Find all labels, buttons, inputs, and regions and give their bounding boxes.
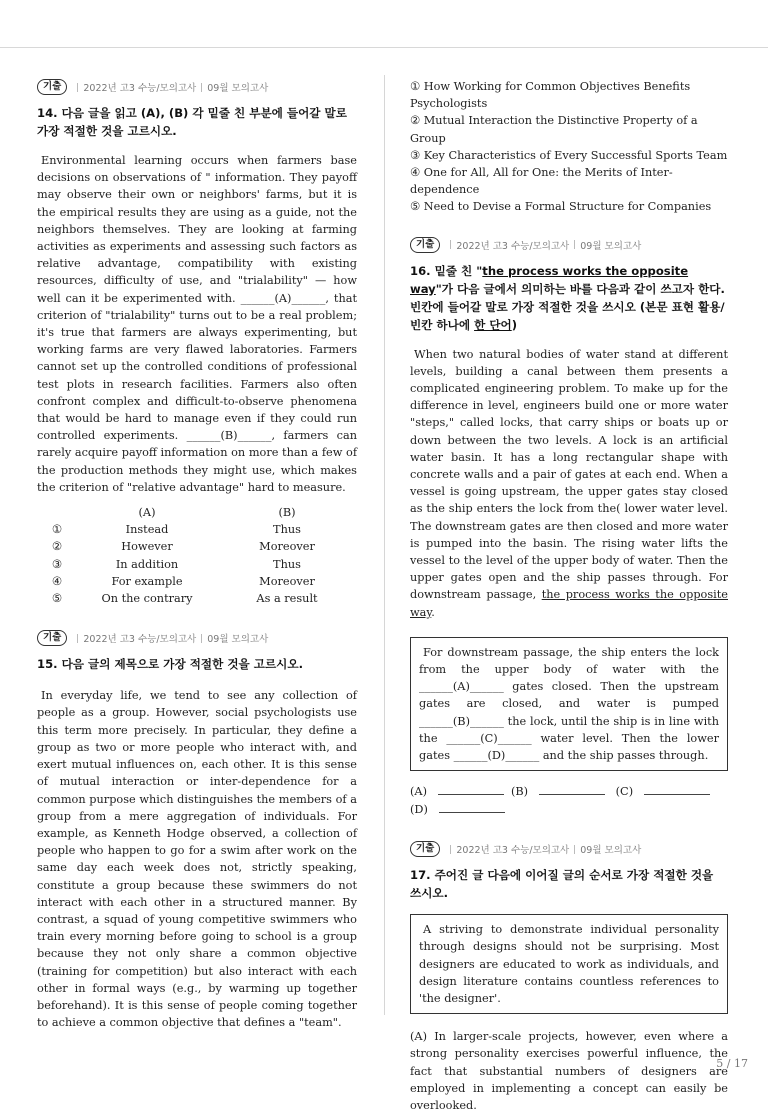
q16-underlined-phrase: the process works the opposite way [410,588,728,619]
exam-year: 2022년 고3 수능/모의고사 [83,634,197,646]
exam-month: 09월 모의고사 [207,83,269,94]
q14-option[interactable]: ⑤ On the contrary As a result [51,592,318,606]
answer-blank-b[interactable] [539,784,605,795]
q15-choice[interactable]: ④ One for All, All for One: the Merits of Inter-dependence [410,166,673,197]
top-rule [0,47,768,48]
exam-badge: 기출 [37,79,67,95]
q16-title-underline-word: 한 단어 [474,317,512,332]
q15-choice[interactable]: ① How Working for Common Objectives Benefits Psychologists [410,80,691,111]
q15-choice[interactable]: ③ Key Characteristics of Every Successful Sports Team [410,148,728,162]
left-column [37,78,357,1031]
q17-passage-a: (A) In larger-scale projects, however, even where a strong personality exercises powerful influence, the fact that substantial numbers of designers are employed in implementing a concept can easily be overlooked. [410,1030,728,1112]
q17-tag [410,840,728,858]
q15-choice[interactable]: ② Mutual Interaction the Distinctive Property of a Group [410,114,698,145]
exam-badge: 기출 [410,237,440,253]
q15-passage: In everyday life, we tend to see any collection of people as a group. However, social psychologists use this term more precisely. In particular, they define a group as two or more people who interact with, and exert mutual influences on, each other. It is this sense of mutual interaction or inter-dependence for a common purpose which distinguishes the members of a group from a mere aggregation of individuals. For example, as Kenneth Hodge observed, a collection of people who happen to go for a swim after work on the same day each week does not, strictly speaking, constitute a group because these swimmers do not interact with each other in a structured manner. By contrast, a squad of young competitive swimmers who train every morning before going to school is a group because they not only share a common objective (training for competition) but also interact with each other in formal ways (e.g., by warming up together beforehand). It is this sense of people coming together to achieve a common objective that defines a "team". [37,689,357,1030]
exam-year: 2022년 고3 수능/모의고사 [83,83,197,94]
q14-tag [37,78,357,96]
page-number: 5 / 17 [716,1057,748,1070]
q15-choices [410,78,728,216]
q17-title: 17. 주어진 글 다음에 이어질 글의 순서로 가장 적절한 것을 쓰시오. [410,868,714,901]
exam-badge: 기출 [37,630,67,646]
exam-year: 2022년 고3 수능/모의고사 [456,845,570,857]
q14-head-a: (A) [138,506,156,520]
q14-option[interactable]: ④ For example Moreover [51,574,315,588]
q16-summary-box: For downstream passage, the ship enters the lock from the upper body of water with the ______(A)______ gates closed. Then the upstream gates are closed, and water is pumped ______(B)______ the lock, until the ship is in line with the ______(C)______ water level. Then the lower gates ______(D)______ and the ship passes through. [410,637,728,771]
exam-month: 09월 모의고사 [580,845,642,857]
answer-blank-a[interactable] [438,784,504,795]
q14-option[interactable]: ② However Moreover [51,540,315,554]
q16-title-underline: the process works the opposite way [410,263,689,296]
exam-badge: 기출 [410,841,440,857]
q14-title: 14. 다음 글을 읽고 (A), (B) 각 밑줄 친 부분에 들어갈 말로 가장 적절한 것을 고르시오. [37,106,347,138]
q16-title: 16. 밑줄 친 "the process works the opposite way"가 다음 글에서 의미하는 바를 다음과 같이 쓰고자 한다. 빈칸에 들어갈 말로 가장 적절한 것을 쓰시오 (본문 표현 활용/ 빈칸 하나에 한 단어) [410,263,725,332]
q14-options [37,504,357,607]
q15-tag [37,629,357,647]
q16-answer-blanks: (A) (B) (C) (D) [410,783,728,818]
exam-month: 09월 모의고사 [580,240,642,252]
answer-blank-d[interactable] [439,802,505,813]
q16-passage: When two natural bodies of water stand at different levels, building a canal between them presents a complicated engineering problem. To make up for the difference in level, engineers build one or more water "steps," called locks, that carry ships or boats up or down between the two levels. A lock is an artificial water basin. It has a long rectangular shape with concrete walls and a pair of gates at each end. When a vessel is going upstream, the upper gates stay closed as the ship enters the lock from the( lower water level. The downstream gates are then closed and more water is pumped into the basin. The rising water lifts the vessel to the level of the upper body of water. Then the upper gates open and the ship passes through. For downstream passage, the process works the opposite way. [410,347,728,619]
q14-option[interactable]: ③ In addition Thus [51,557,301,571]
q14-passage: Environmental learning occurs when farmers base decisions on observations of " information. They payoff may observe their own or neighbors' farms, but it is the empirical results they are using as a guide, not the neighbors themselves. They are looking at farming activities as experiments and assessing such factors as relative advantage, compatibility with existing resources, difficulty of use, and "trialability" — how well can it be experimented with. ______(A)______, that criterion of "trialability" turns out to be a real problem; it's true that farmers are always experimenting, but working farms are very flawed laboratories. Farmers cannot set up the controlled conditions of professional test plots in research facilities. Farmers also often confront complex and difficult-to-observe phenomena that would be hard to manage even if they could run controlled experiments. ______(B)______, farmers can rarely acquire payoff information on more than a few of the production methods they might use, which makes the criterion of "relative advantage" hard to measure. [37,154,357,494]
q17-given-box: A striving to demonstrate individual personality through designs should not be surprising. Most designers are educated to work as individuals, and design literature contains countless references to 'the designer'. [410,914,728,1014]
answer-blank-c[interactable] [644,784,710,795]
right-column [410,78,728,1114]
q15-title: 15. 다음 글의 제목으로 가장 적절한 것을 고르시오. [37,657,303,672]
q15-choice[interactable]: ⑤ Need to Devise a Formal Structure for Companies [410,200,712,214]
exam-year: 2022년 고3 수능/모의고사 [456,240,570,252]
q16-tag [410,236,728,254]
q14-head-b: (B) [278,506,296,520]
column-divider [384,75,385,1015]
exam-month: 09월 모의고사 [207,634,269,646]
q14-option[interactable]: ① Instead Thus [51,523,301,537]
